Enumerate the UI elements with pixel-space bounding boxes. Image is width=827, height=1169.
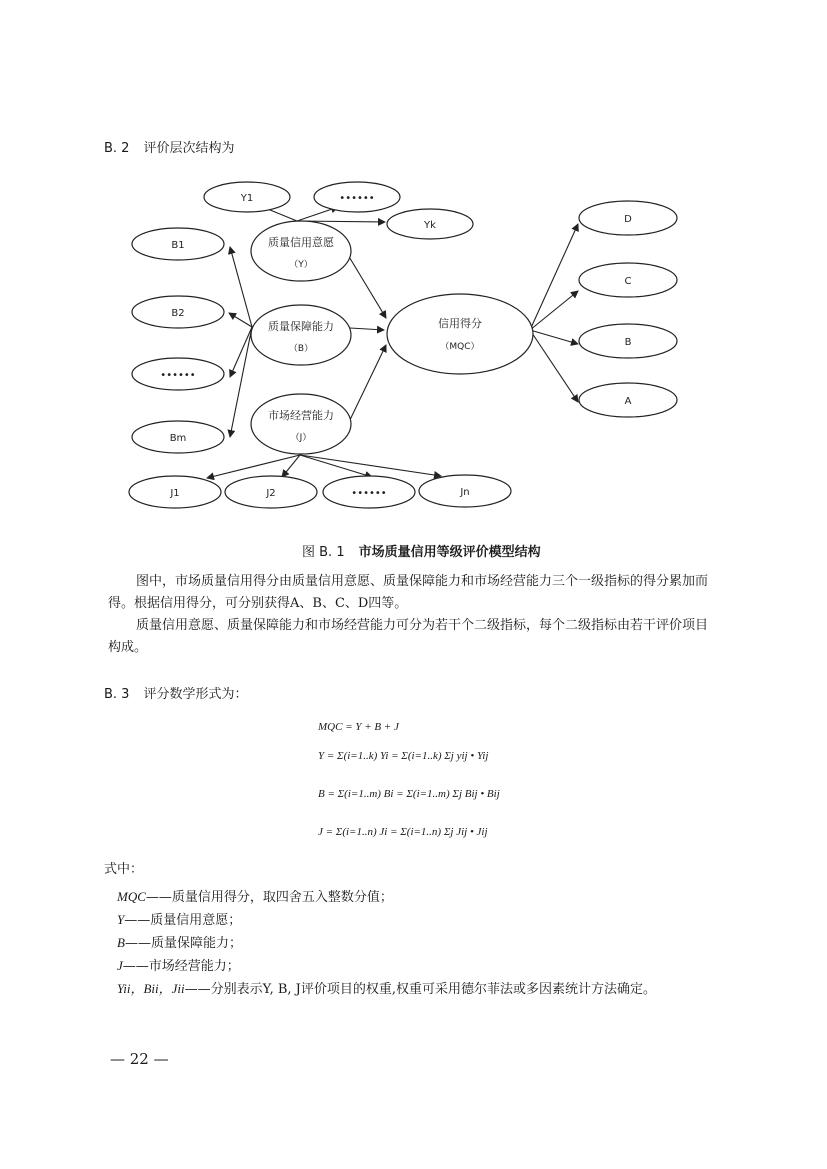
- definitions-list: [117, 886, 656, 1001]
- definition-text: ——质量保障能力；: [124, 936, 242, 951]
- section-b2-title: 评价层次结构为: [143, 141, 235, 156]
- label-j-dots: ••••••: [351, 488, 387, 499]
- node-y: [251, 221, 351, 281]
- label-b-name: 质量保障能力: [268, 320, 334, 333]
- label-y-dots: ••••••: [339, 193, 375, 204]
- label-y-code: （Y）: [289, 260, 313, 270]
- label-grade-d: D: [624, 214, 632, 225]
- formula-j: J = Σ(i=1..n) Ji = Σ(i=1..n) Σj Jij • Jij: [318, 826, 488, 838]
- label-y-name: 质量信用意愿: [268, 236, 334, 249]
- figure-caption: [302, 541, 541, 560]
- section-b3-number: B. 3: [104, 687, 130, 702]
- evaluation-hierarchy-diagram: [0, 0, 827, 520]
- definition-j: [117, 955, 656, 978]
- definition-text: ——分别表示Y, B, J评价项目的权重,权重可采用德尔菲法或多因素统计方法确定。: [184, 982, 656, 997]
- section-b3-heading: [104, 683, 247, 702]
- label-b-code: （B）: [288, 344, 314, 354]
- node-mqc: [387, 294, 533, 374]
- label-b-dots: ••••••: [160, 370, 196, 381]
- formula-y: Y = Σ(i=1..k) Yi = Σ(i=1..k) Σj yij • Yij: [318, 750, 489, 762]
- label-jn: Jn: [460, 487, 470, 498]
- formula-mqc: MQC = Y + B + J: [318, 721, 399, 733]
- formula-b: B = Σ(i=1..m) Bi = Σ(i=1..m) Σj Bij • Bij: [318, 788, 500, 800]
- label-bm: Bm: [169, 433, 187, 444]
- node-j: [251, 394, 351, 454]
- definition-b: [117, 932, 656, 955]
- definition-mqc: [117, 886, 656, 909]
- label-mqc-code: （MQC）: [440, 342, 480, 352]
- definition-symbol: Y: [117, 912, 125, 927]
- figure-number: 图 B. 1: [302, 545, 345, 560]
- section-b3-title: 评分数学形式为：: [143, 687, 248, 702]
- definition-symbol: B: [117, 935, 125, 950]
- label-j1: J1: [170, 488, 180, 499]
- definition-text: ——市场经营能力；: [122, 959, 240, 974]
- node-b: [251, 305, 351, 365]
- paragraph: 图中，市场质量信用得分由质量信用意愿、质量保障能力和市场经营能力三个一级指标的得分累加而得。根据信用得分，可分别获得A、B、C、D四等。: [108, 574, 709, 611]
- paragraph: 质量信用意愿、质量保障能力和市场经营能力可分为若干个二级指标，每个二级指标由若干评价项目构成。: [108, 618, 709, 655]
- definition-text: ——质量信用意愿；: [124, 913, 242, 928]
- label-j-code: （J）: [290, 433, 312, 443]
- section-b2-number: B. 2: [104, 141, 130, 156]
- page-number: — 22 —: [110, 1050, 169, 1068]
- definition-symbol: Yii，Bii，Jii: [117, 981, 185, 996]
- label-grade-b: B: [624, 337, 632, 348]
- definition-weights: [117, 978, 656, 1001]
- definition-text: ——质量信用得分，取四舍五入整数分值；: [145, 890, 393, 905]
- label-mqc-name: 信用得分: [438, 317, 482, 330]
- label-yk: Yk: [424, 220, 436, 231]
- definition-symbol: MQC: [117, 889, 146, 904]
- definition-y: [117, 909, 656, 932]
- label-j2: J2: [266, 488, 276, 499]
- label-grade-a: A: [624, 396, 632, 407]
- label-j-name: 市场经营能力: [268, 409, 334, 422]
- body-text: [108, 571, 720, 659]
- figure-title: 市场质量信用等级评价模型结构: [358, 545, 541, 560]
- label-b2: B2: [171, 308, 185, 319]
- label-y1: Y1: [240, 193, 254, 204]
- label-b1: B1: [171, 240, 185, 251]
- definition-symbol: J: [117, 958, 123, 973]
- where-label: 式中：: [104, 862, 144, 877]
- label-grade-c: C: [624, 276, 632, 287]
